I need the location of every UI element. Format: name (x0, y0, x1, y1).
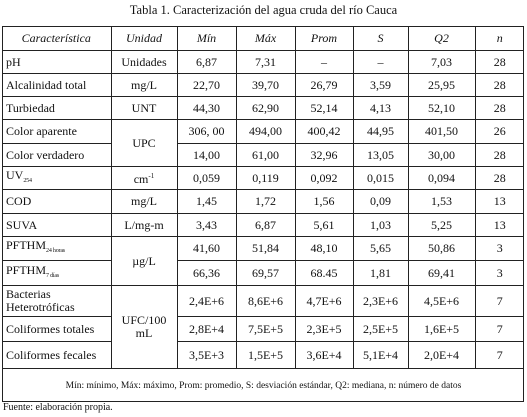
row-name: Color aparente (2, 120, 111, 144)
row-prom: 48,10 (295, 237, 353, 261)
row-min: 3,43 (177, 214, 236, 237)
row-unit-cell (111, 167, 177, 190)
row-n: 7 (475, 342, 524, 369)
row-prom: 400,42 (295, 120, 353, 144)
header-max: Máx (236, 27, 295, 51)
row-min: 3,5E+3 (177, 342, 236, 369)
row-s: 0,015 (353, 167, 408, 190)
row-max: 0,119 (236, 167, 295, 190)
table-row (2, 51, 524, 74)
row-unit: µg/L (111, 237, 177, 286)
row-min: 66,36 (177, 261, 236, 286)
row-s: 1,03 (353, 214, 408, 237)
row-min: 1,45 (177, 190, 236, 214)
row-s: 3,59 (353, 74, 408, 97)
header-s: S (353, 27, 408, 51)
row-n: 3 (475, 261, 524, 286)
row-name: Coliformes fecales (2, 342, 111, 369)
row-name-cell (2, 167, 111, 190)
row-min: 14,00 (177, 144, 236, 167)
table-caption: Tabla 1. Caracterización del agua cruda del río Cauca (129, 3, 398, 17)
row-min: 44,30 (177, 97, 236, 120)
row-n: 28 (475, 144, 524, 167)
row-name: Color verdadero (2, 144, 111, 167)
row-n: 7 (475, 286, 524, 317)
row-s: 4,13 (353, 97, 408, 120)
row-s: 0,09 (353, 190, 408, 214)
row-prom: 52,14 (295, 97, 353, 120)
row-name: PFTHM (6, 238, 47, 252)
row-prom: 1,56 (295, 190, 353, 214)
row-q2: 0,094 (408, 167, 475, 190)
row-name: Coliformes totales (2, 317, 111, 342)
row-q2: 4,5E+6 (408, 286, 475, 317)
row-q2: 5,25 (408, 214, 475, 237)
row-q2: 52,10 (408, 97, 475, 120)
table-source: Fuente: elaboración propia. (3, 402, 113, 413)
header-prom: Prom (295, 27, 353, 51)
row-prom: 26,79 (295, 74, 353, 97)
table-row (2, 120, 524, 144)
table-header-row (2, 27, 524, 51)
row-unit: UFC/100 mL (111, 286, 177, 369)
row-min: 0,059 (177, 167, 236, 190)
row-name-cell (2, 261, 111, 286)
row-name-subscript: 254 (23, 177, 32, 184)
row-n: 28 (475, 51, 524, 74)
row-name: Bacterias Heterotróficas (2, 286, 111, 317)
table-row (2, 144, 524, 167)
row-q2: 2,0E+4 (408, 342, 475, 369)
row-min: 6,87 (177, 51, 236, 74)
row-unit: mg/L (111, 74, 177, 97)
row-q2: 7,03 (408, 51, 475, 74)
row-n: 13 (475, 214, 524, 237)
row-max: 62,90 (236, 97, 295, 120)
row-unit: mg/L (111, 190, 177, 214)
row-s: 5,1E+4 (353, 342, 408, 369)
row-n: 7 (475, 317, 524, 342)
row-min: 22,70 (177, 74, 236, 97)
row-max: 51,84 (236, 237, 295, 261)
header-n: n (475, 27, 524, 51)
table-row (2, 342, 524, 369)
row-q2: 1,6E+5 (408, 317, 475, 342)
row-max: 7,5E+5 (236, 317, 295, 342)
row-s: 13,05 (353, 144, 408, 167)
row-max: 7,31 (236, 51, 295, 74)
row-name-cell (2, 237, 111, 261)
row-s: – (353, 51, 408, 74)
row-unit: UPC (111, 120, 177, 167)
row-unit: UNT (111, 97, 177, 120)
table-row (2, 190, 524, 214)
table-abbreviations-note: Mín: mínimo, Máx: máximo, Prom: promedio, S: desviación estándar, Q2: mediana, n: número de datos (65, 381, 462, 391)
row-min: 2,8E+4 (177, 317, 236, 342)
table-row (2, 214, 524, 237)
row-name-subscript: 7 días (46, 272, 59, 279)
table-row (2, 261, 524, 286)
row-unit-superscript: -1 (148, 172, 155, 180)
row-n: 28 (475, 74, 524, 97)
row-n: 28 (475, 167, 524, 190)
row-min: 2,4E+6 (177, 286, 236, 317)
water-characterization-table (2, 27, 524, 369)
row-prom: 2,3E+5 (295, 317, 353, 342)
row-s: 44,95 (353, 120, 408, 144)
row-n: 13 (475, 190, 524, 214)
row-max: 69,57 (236, 261, 295, 286)
row-max: 1,5E+5 (236, 342, 295, 369)
row-q2: 50,86 (408, 237, 475, 261)
row-name: UV (6, 167, 24, 182)
row-min: 41,60 (177, 237, 236, 261)
row-q2: 1,53 (408, 190, 475, 214)
row-prom: 0,092 (295, 167, 353, 190)
row-name: COD (2, 190, 111, 214)
row-name: Alcalinidad total (2, 74, 111, 97)
row-name: SUVA (2, 214, 111, 237)
table-row (2, 74, 524, 97)
row-unit: L/mg-m (111, 214, 177, 237)
table-row (2, 97, 524, 120)
row-max: 1,72 (236, 190, 295, 214)
row-prom: 3,6E+4 (295, 342, 353, 369)
row-unit: Unidades (111, 51, 177, 74)
table-row (2, 317, 524, 342)
row-max: 39,70 (236, 74, 295, 97)
row-prom: 5,61 (295, 214, 353, 237)
row-unit: cm (133, 172, 149, 186)
row-q2: 69,41 (408, 261, 475, 286)
row-name: Turbiedad (2, 97, 111, 120)
row-name-subscript: 24 horas (46, 248, 65, 254)
row-prom: 32,96 (295, 144, 353, 167)
row-max: 6,87 (236, 214, 295, 237)
row-max: 61,00 (236, 144, 295, 167)
header-caracteristica: Característica (2, 27, 111, 51)
row-s: 2,5E+5 (353, 317, 408, 342)
row-s: 1,81 (353, 261, 408, 286)
header-q2: Q2 (408, 27, 475, 51)
header-unidad: Unidad (111, 27, 177, 51)
row-q2: 401,50 (408, 120, 475, 144)
row-n: 26 (475, 120, 524, 144)
header-min: Mín (177, 27, 236, 51)
row-n: 3 (475, 237, 524, 261)
table-row (2, 237, 524, 261)
row-name: PFTHM (6, 262, 47, 277)
row-prom: 68.45 (295, 261, 353, 286)
row-s: 5,65 (353, 237, 408, 261)
table-row (2, 167, 524, 190)
row-name: pH (2, 51, 111, 74)
row-s: 2,3E+6 (353, 286, 408, 317)
row-min: 306, 00 (177, 120, 236, 144)
row-q2: 25,95 (408, 74, 475, 97)
row-prom: – (295, 51, 353, 74)
row-max: 494,00 (236, 120, 295, 144)
row-prom: 4,7E+6 (295, 286, 353, 317)
row-n: 28 (475, 97, 524, 120)
row-q2: 30,00 (408, 144, 475, 167)
table-row (2, 286, 524, 317)
row-max: 8,6E+6 (236, 286, 295, 317)
